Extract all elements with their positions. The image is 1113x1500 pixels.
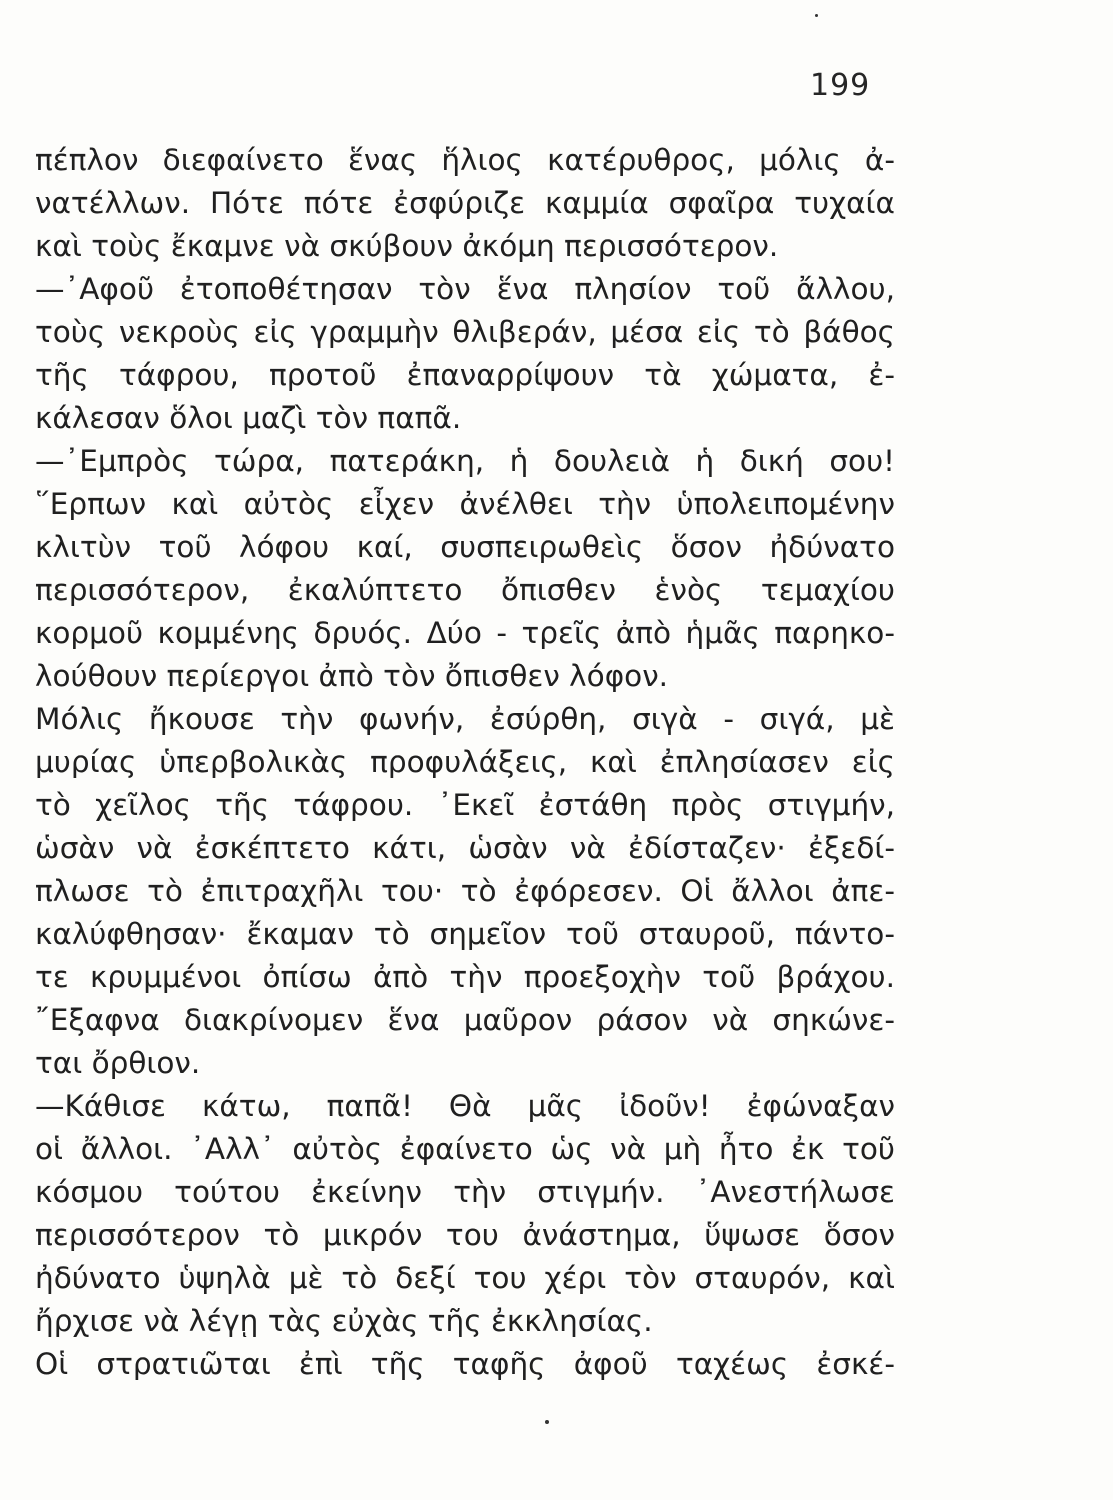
- text-line-17: ὡσὰν νὰ ἐσκέπτετο κάτι, ὡσὰν νὰ ἐδίσταζεν· ἐξεδί-: [35, 831, 895, 865]
- text-line-18: πλωσε τὸ ἐπιτραχῆλι του· τὸ ἐφόρεσεν. Οἱ ἄλλοι ἀπε-: [35, 874, 895, 908]
- ink-speck-top: [815, 14, 818, 17]
- text-line-19: καλύφθησαν· ἔκαμαν τὸ σημεῖον τοῦ σταυροῦ, πάντο-: [35, 917, 895, 951]
- text-line-11: περισσότερον, ἐκαλύπτετο ὄπισθεν ἑνὸς τεμαχίου: [35, 573, 895, 607]
- ink-speck: [545, 1420, 549, 1424]
- text-line-20: τε κρυμμένοι ὀπίσω ἀπὸ τὴν προεξοχὴν τοῦ βράχου.: [35, 960, 895, 994]
- page-number: 199: [810, 68, 871, 103]
- text-line-27: ἠδύνατο ὑψηλὰ μὲ τὸ δεξί του χέρι τὸν σταυρόν, καὶ: [35, 1261, 895, 1295]
- text-line-16: τὸ χεῖλος τῆς τάφρου. ᾿Εκεῖ ἐστάθη πρὸς στιγμήν,: [35, 788, 895, 822]
- text-line-4: —᾿Αφοῦ ἐτοποθέτησαν τὸν ἕνα πλησίον τοῦ ἄλλου,: [35, 272, 895, 306]
- text-line-15: μυρίας ὑπερβολικὰς προφυλάξεις, καὶ ἐπλησίασεν εἰς: [35, 745, 895, 779]
- text-line-24: οἱ ἄλλοι. ᾿Αλλ᾿ αὐτὸς ἐφαίνετο ὡς νὰ μὴ ἦτο ἐκ τοῦ: [35, 1132, 895, 1166]
- text-line-3: καὶ τοὺς ἔκαμνε νὰ σκύβουν ἀκόμη περισσότερον.: [35, 229, 779, 263]
- text-line-1: πέπλον διεφαίνετο ἕνας ἥλιος κατέρυθρος, μόλις ἀ-: [35, 143, 895, 177]
- text-line-23: —Κάθισε κάτω, παπᾶ! Θὰ μᾶς ἰδοῦν! ἐφώναξαν: [35, 1089, 895, 1123]
- text-line-9: ῞Ερπων καὶ αὐτὸς εἶχεν ἀνέλθει τὴν ὑπολειπομένην: [35, 487, 895, 521]
- text-line-28: ἤρχισε νὰ λέγῃ τὰς εὐχὰς τῆς ἐκκλησίας.: [35, 1304, 653, 1338]
- text-line-6: τῆς τάφρου, προτοῦ ἐπαναρρίψουν τὰ χώματα, ἐ-: [35, 358, 895, 392]
- text-line-26: περισσότερον τὸ μικρόν του ἀνάστημα, ὕψωσε ὅσον: [35, 1218, 895, 1252]
- text-line-12: κορμοῦ κομμένης δρυός. Δύο - τρεῖς ἀπὸ ἡμᾶς παρηκο-: [35, 616, 895, 650]
- text-line-7: κάλεσαν ὅλοι μαζὶ τὸν παπᾶ.: [35, 401, 462, 435]
- text-line-22: ται ὄρθιον.: [35, 1046, 201, 1080]
- text-line-10: κλιτὺν τοῦ λόφου καί, συσπειρωθεὶς ὅσον ἠδύνατο: [35, 530, 895, 564]
- text-line-14: Μόλις ἤκουσε τὴν φωνήν, ἐσύρθη, σιγὰ - σιγά, μὲ: [35, 702, 895, 736]
- text-line-21: ῎Εξαφνα διακρίνομεν ἕνα μαῦρον ράσον νὰ σηκώνε-: [35, 1003, 895, 1037]
- text-line-2: νατέλλων. Πότε πότε ἐσφύριζε καμμία σφαῖρα τυχαία: [35, 186, 895, 220]
- text-line-13: λούθουν περίεργοι ἀπὸ τὸν ὄπισθεν λόφον.: [35, 659, 669, 693]
- text-line-25: κόσμου τούτου ἐκείνην τὴν στιγμήν. ᾿Ανεστήλωσε: [35, 1175, 895, 1209]
- text-line-29: Οἱ στρατιῶται ἐπὶ τῆς ταφῆς ἀφοῦ ταχέως ἐσκέ-: [35, 1347, 895, 1381]
- text-line-5: τοὺς νεκροὺς εἰς γραμμὴν θλιβεράν, μέσα εἰς τὸ βάθος: [35, 315, 895, 349]
- text-line-8: —᾿Εμπρὸς τώρα, πατεράκη, ἡ δουλειὰ ἡ δική σου!: [35, 444, 895, 478]
